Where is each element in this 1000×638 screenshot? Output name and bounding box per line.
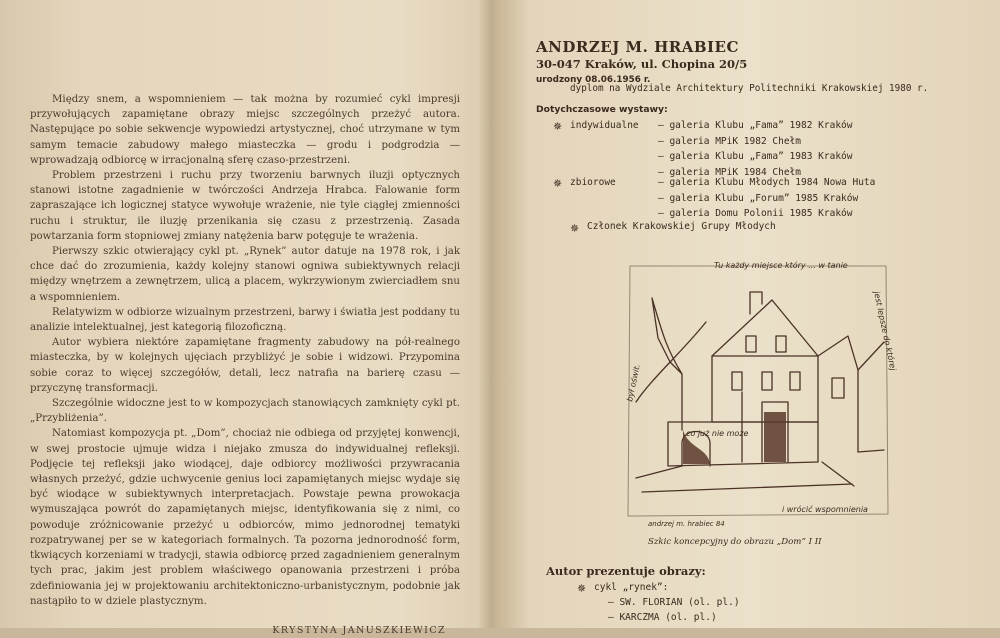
- house-sketch-image: [622, 252, 898, 532]
- diploma-line: dyplom na Wydziale Architektury Politechniki Krakowskiej 1980 r.: [570, 83, 929, 94]
- membership-line: [570, 221, 776, 235]
- works-list: [577, 580, 740, 625]
- group-exhibitions: [553, 175, 876, 222]
- exhibition-item: galeria Klubu Młodych 1984 Nowa Huta: [669, 177, 876, 188]
- artist-bio-page: [512, 0, 992, 628]
- sketch-caption: Szkic koncepcyjny do obrazu „Dom” I II: [648, 537, 822, 547]
- exhibition-row: indywidualne — galeria Klubu „Fama” 1982 Kraków: [570, 118, 852, 134]
- essay-page: [30, 92, 460, 638]
- sketch-note: jest lepsze do której: [872, 290, 898, 372]
- essay-paragraph: Między snem, a wspomnieniem — tak można by rozumieć cykl impresji przywołujących zapamiętane obrazy miejsc szczególnych przeżyć autora. Następujące po sobie sekwencje wypowiedzi artystycznej, choć utrzymane w tym samym temacie zabudowy małego miasteczka — grodu i podgrodzia — wprowadzają odbiorcę w irracjonalną sferę czaso-przestrzeni.: [30, 94, 460, 166]
- exhibition-row: — galeria Domu Polonii 1985 Kraków: [570, 206, 875, 222]
- exhibition-row: — galeria MPiK 1982 Chełm: [570, 134, 852, 150]
- exhibition-item: galeria Klubu „Forum” 1985 Kraków: [669, 192, 859, 204]
- sketch-note: co już nie może: [686, 429, 749, 438]
- exhibition-item: galeria Domu Polonii 1985 Kraków: [669, 208, 853, 219]
- exhibition-row: — galeria Klubu „Fama” 1983 Kraków: [570, 149, 852, 165]
- essay-paragraph: Relatywizm w odbiorze wizualnym przestrzeni, barwy i światła jest poddany tu analizie intelektualnej, jest kategorią filozoficzną.: [30, 306, 460, 334]
- works-cycle: cykl „rynek”:: [594, 582, 669, 593]
- exhibition-item: galeria MPiK 1984 Chełm: [669, 166, 802, 178]
- works-heading: Autor prezentuje obrazy:: [546, 564, 706, 578]
- exhibition-category: indywidualne: [570, 120, 639, 131]
- sketch-signature: andrzej m. hrabiec 84: [648, 520, 725, 528]
- exhibition-row: — galeria Klubu „Forum” 1985 Kraków: [570, 191, 875, 207]
- essay-signature: KRYSTYNA JANUSZKIEWICZ: [272, 624, 446, 636]
- work-item: — SW. FLORIAN (ol. pl.): [608, 597, 740, 608]
- birth-date: urodzony 08.06.1956 r.: [536, 75, 651, 85]
- bullet-icon: ✵: [577, 582, 587, 595]
- sketch-note: był oświt.: [625, 363, 642, 403]
- essay-paragraph: Natomiast kompozycja pt. „Dom”, chociaż nie odbiega od przyjętej konwencji, w swej prostocie ujmuje widza i niejako zmusza do indywidualnej refleksji. Podjęcie tej refleksji jako wiodącej, daje odbiorcy możliwości przywracania własnych przeżyć, gdzie uchwycenie genius loci zapamiętanych miejsc wydaje się być wiodące w subiektywnych interpretacjach. Powstaje pewna prowokacja wymuszająca powrót do zapamiętanych miejsc, identyfikowania się z nimi, co powoduje zróżnicowanie przeżyć u odbiorców, mimo jednorodnej tematyki rozpatrywanej per se w kategoriach formalnych. Ta pozorna jednorodność form, tkwiących korzeniami w tradycji, stawia odbiorcę przed zagadnieniem generalnym tych prac, jakim jest problem właściwego opanowania przestrzeni i próba zdefiniowania jej w projektowaniu architektoniczno-urbanistycznym, podobnie jak nastąpiło to w dziele plastycznym.: [30, 428, 460, 607]
- bullet-icon: ✵: [553, 177, 563, 190]
- membership-text: Członek Krakowskiej Grupy Młodych: [587, 221, 776, 232]
- exhibition-row: zbiorowe — galeria Klubu Młodych 1984 Nowa Huta: [570, 175, 875, 191]
- exhibition-item: galeria Klubu „Fama” 1983 Kraków: [669, 151, 853, 162]
- bullet-icon: ✵: [570, 222, 580, 235]
- artist-name: ANDRZEJ M. HRABIEC: [536, 38, 739, 56]
- page-gutter: [478, 0, 504, 628]
- essay-paragraph: Szczególnie widoczne jest to w kompozycjach stanowiących zamknięty cykl pt. „Przybliżenia”.: [30, 398, 460, 425]
- exhibition-row: — galeria MPiK 1984 Chełm: [570, 165, 852, 181]
- essay-paragraph: Autor wybiera niektóre zapamiętane fragmenty zabudowy na pół-realnego miasteczka, by w kolejnych ujęciach przybliżyć je sobie i widzowi. Przypomina sobie coraz to więcej szczegółów, detali, lecz natrafia na barierę czasu — przyczynę transformacji.: [30, 337, 460, 394]
- individual-exhibitions: [553, 118, 853, 180]
- sketch-note: i wrócić wspomnienia: [782, 505, 868, 514]
- artist-address: 30-047 Kraków, ul. Chopina 20/5: [536, 57, 748, 71]
- exhibition-item: galeria Klubu „Fama” 1982 Kraków: [669, 120, 853, 131]
- exhibition-category: zbiorowe: [570, 177, 616, 188]
- essay-paragraph: Pierwszy szkic otwierający cykl pt. „Rynek” autor datuje na 1978 rok, i jak chce dać do zrozumienia, każdy kolejny stanowi ogniwa subiektywnych relacji między wnętrzem a zewnętrzem, ulicą a placem, wykrzywionym zwierciadłem snu a wspomnieniem.: [30, 246, 460, 303]
- bullet-icon: ✵: [553, 120, 563, 133]
- work-item: — KARCZMA (ol. pl.): [608, 612, 717, 623]
- exhibition-item: galeria MPiK 1982 Chełm: [669, 135, 802, 147]
- essay-paragraph: Problem przestrzeni i ruchu przy tworzeniu barwnych iluzji optycznych stanowi istotne zagadnienie w twórczości Andrzeja Hrabca. Falowanie form zapraszające ich logicznej statyce wywołuje wrażenie, nie tyle ciągłej zmienności ruchu i struktur, ile iluzję przenikania się czasu z przestrzenią. Zasada powtarzania form stopniowej zmiany natężenia barw potęguje te wrażenia.: [30, 170, 460, 242]
- sketch-note: Tu każdy miejsce który ... w tanie: [714, 261, 848, 270]
- exhibitions-heading: Dotychczasowe wystawy:: [536, 104, 668, 115]
